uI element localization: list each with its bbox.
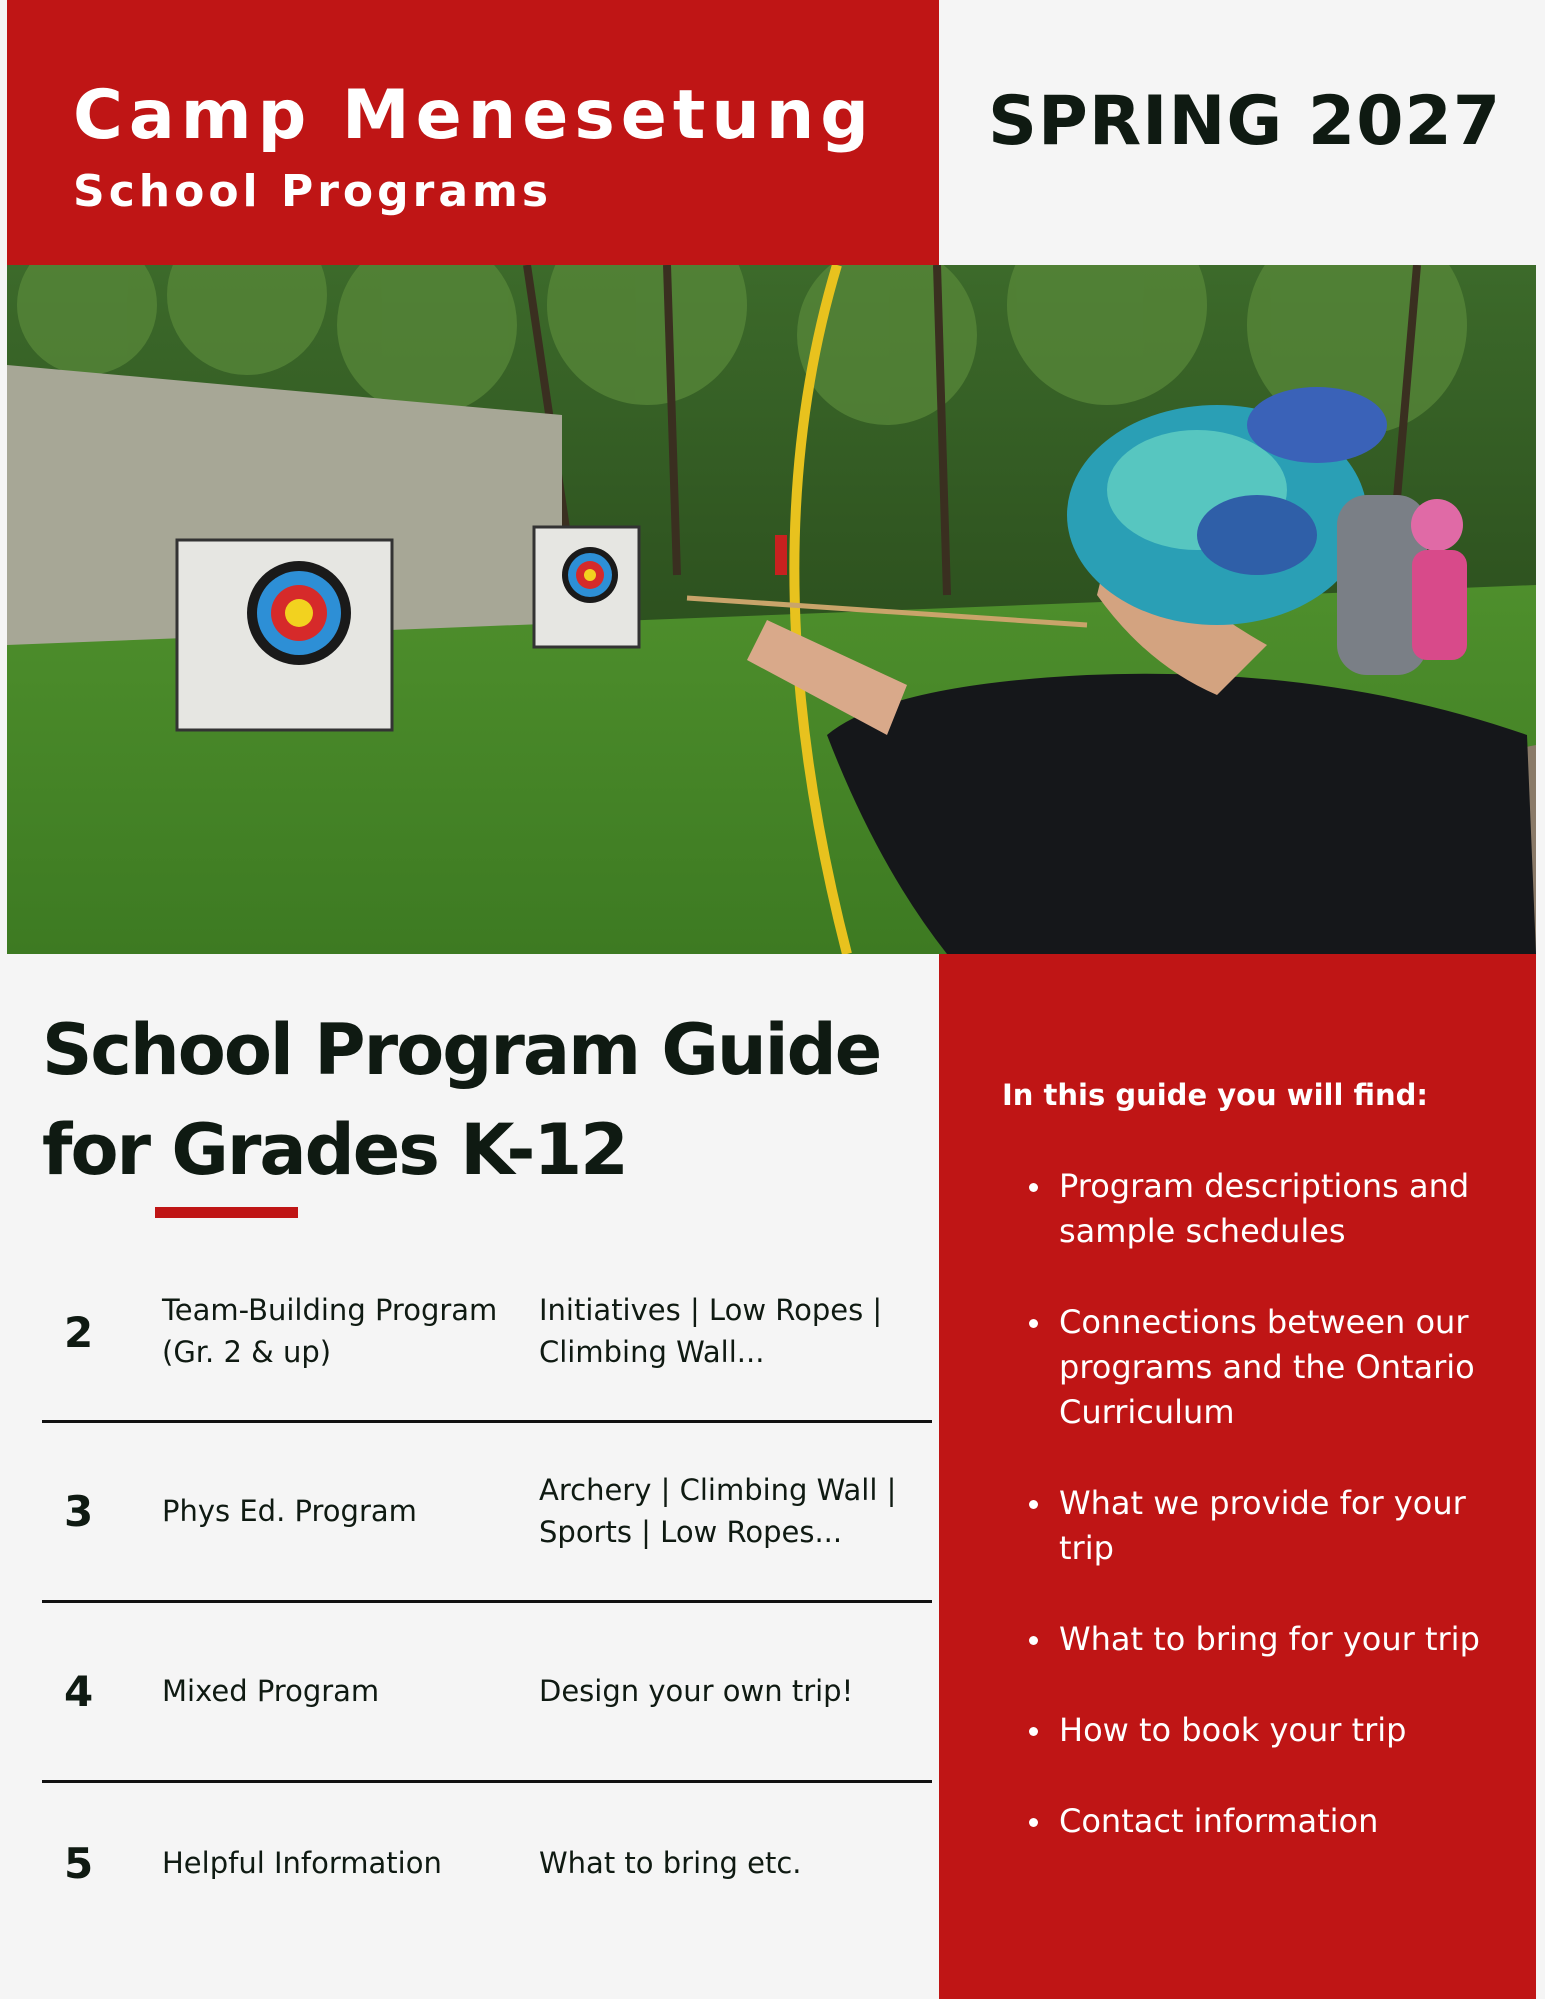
brand-name: Camp Menesetung: [73, 76, 875, 155]
list-item: Contact information: [1059, 1799, 1489, 1844]
toc-program-desc: Design your own trip!: [539, 1674, 854, 1708]
toc-program-name: Mixed Program: [162, 1674, 380, 1708]
list-item: What to bring for your trip: [1059, 1617, 1489, 1662]
toc-row: [42, 1600, 932, 1783]
list-item: What we provide for your trip: [1059, 1481, 1489, 1571]
guide-title-line-1: School Program Guide: [42, 1009, 881, 1091]
toc-page-number: 4: [64, 1667, 94, 1716]
toc-program-desc: Archery | Climbing Wall | Sports | Low Ropes...: [539, 1473, 897, 1549]
toc-program-name: Helpful Information: [162, 1846, 442, 1880]
brand-subtitle: School Programs: [73, 166, 553, 217]
guide-title: [42, 1000, 932, 1200]
title-accent-bar: [155, 1207, 298, 1218]
toc-program-desc: What to bring etc.: [539, 1846, 802, 1880]
archery-scene: [7, 265, 1536, 954]
header-banner: [7, 0, 939, 265]
toc-page-number: 3: [64, 1487, 94, 1536]
toc-page-number: 5: [64, 1839, 94, 1888]
season-label: SPRING 2027: [988, 82, 1502, 161]
toc-page-number: 2: [64, 1308, 94, 1357]
guide-title-line-2: for Grades K-12: [42, 1109, 627, 1191]
list-item: Connections between our programs and the Ontario Curriculum: [1059, 1300, 1489, 1435]
toc-row: [42, 1420, 932, 1603]
list-item: How to book your trip: [1059, 1708, 1489, 1753]
toc-row: [42, 1780, 932, 1963]
hero-photo-archery: [7, 265, 1536, 954]
sidebar-list: [1059, 1164, 1489, 1890]
list-item: Program descriptions and sample schedules: [1059, 1164, 1489, 1254]
toc-program-desc: Initiatives | Low Ropes | Climbing Wall...: [539, 1293, 883, 1369]
toc-program-name: Phys Ed. Program: [162, 1494, 417, 1528]
toc-program-name: Team-Building Program (Gr. 2 & up): [162, 1293, 498, 1369]
guide-contents-sidebar: [939, 954, 1536, 1999]
toc-row: [42, 1285, 932, 1420]
sidebar-heading: In this guide you will find:: [1002, 1078, 1428, 1112]
